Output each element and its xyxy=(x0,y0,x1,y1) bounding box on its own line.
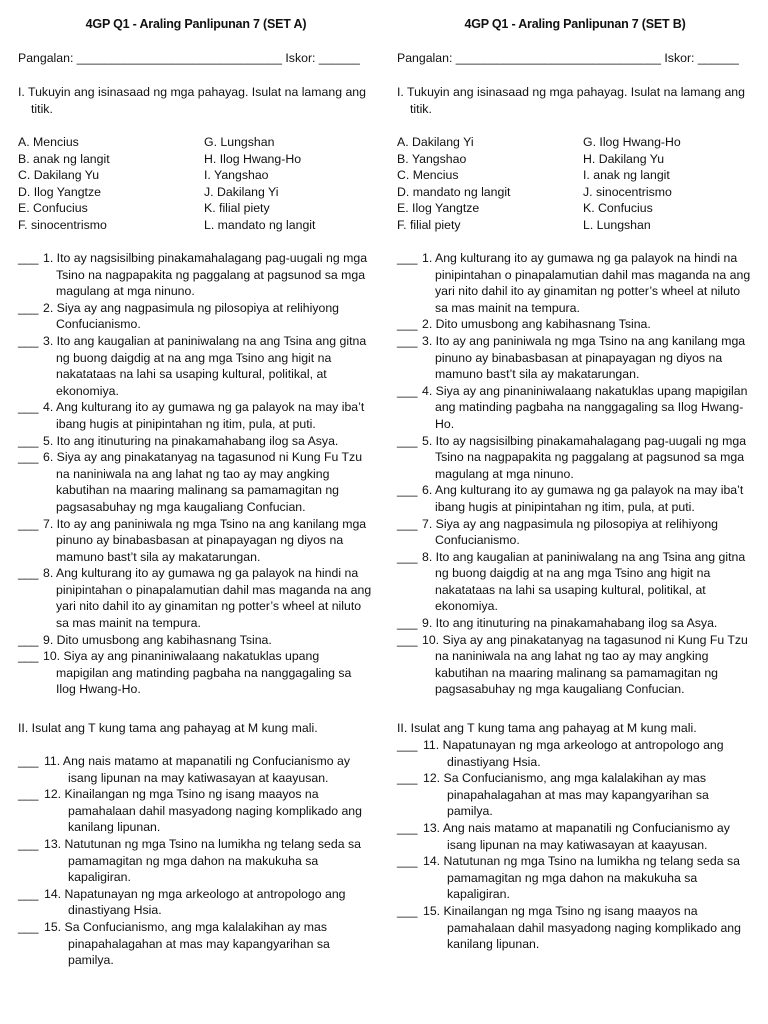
question-item xyxy=(397,903,753,953)
question-item xyxy=(18,433,374,450)
question-item xyxy=(18,449,374,515)
set-a-choice-d: D. Ilog Yangtze xyxy=(18,184,101,199)
question-item xyxy=(397,316,753,333)
question-text: 10. Siya ay ang pinakatanyag na tagasunod ni Kung Fu Tzu na naniniwala na ang lahat ng tao ay may angking kabutihan na maaring malinang sa pamamagitan ng pagsasabuhay ng mga kaugaliang Confucian. xyxy=(422,632,748,697)
question-text: 4. Siya ay ang pinaniniwalaang nakatuklas upang mapigilan ang matinding pagbaha na nanggagaling sa Ilog Hwang-Ho. xyxy=(422,383,748,431)
set-a-choice-j: J. Dakilang Yi xyxy=(204,184,279,199)
answer-blank[interactable]: ___ xyxy=(18,333,39,348)
question-text: 6. Ang kulturang ito ay gumawa ng ga palayok na may iba’t ibang hugis at pinipintahan ng itim, pula, at puti. xyxy=(422,483,744,514)
question-text: 6. Siya ay ang pinakatanyag na tagasunod ni Kung Fu Tzu na naniniwala na ang lahat ng tao ay may angking kabutihan na maaring malinang sa pamamagitan ng pagsasabuhay ng mga kaugaliang Confucian. xyxy=(43,450,363,514)
set-a-section1-instruction: I. Tukuyin ang isinasaad ng mga pahayag. Isulat na lamang ang titik. xyxy=(18,85,366,116)
question-item xyxy=(18,836,374,886)
set-a-choice-h: H. Ilog Hwang-Ho xyxy=(204,151,302,166)
question-text: 2. Dito umusbong ang kabihasnang Tsina. xyxy=(422,317,651,332)
question-text: 9. Dito umusbong ang kabihasnang Tsina. xyxy=(43,632,272,647)
answer-blank[interactable]: ___ xyxy=(18,632,39,647)
answer-blank[interactable]: ___ xyxy=(18,919,39,934)
question-text: 11. Ang nais matamo at mapanatili ng Confucianismo ay isang lipunan na may katiwasayan at kaayusan. xyxy=(44,754,350,785)
question-item xyxy=(18,753,374,786)
question-item xyxy=(18,786,374,836)
question-item xyxy=(397,433,753,483)
set-a-choice-e: E. Confucius xyxy=(18,201,88,216)
question-text: 15. Sa Confucianismo, ang mga kalalakihan ay mas pinapahalagahan at mas may kapangyarihan sa pamilya. xyxy=(44,919,330,968)
set-b-choice-a: A. Dakilang Yi xyxy=(397,135,474,149)
answer-blank[interactable]: ___ xyxy=(18,754,39,768)
answer-blank[interactable]: ___ xyxy=(18,566,39,581)
answer-blank[interactable]: ___ xyxy=(18,300,39,315)
question-item xyxy=(18,250,374,300)
answer-blank[interactable]: ___ xyxy=(18,787,39,802)
set-b-choice-e: E. Ilog Yangtze xyxy=(397,201,480,216)
question-text: 9. Ito ang itinuturing na pinakamahabang ilog sa Asya. xyxy=(422,616,718,631)
question-item xyxy=(397,482,753,515)
set-a-choice-b: B. anak ng langit xyxy=(18,151,110,166)
answer-blank[interactable]: ___ xyxy=(397,738,418,752)
answer-blank[interactable]: ___ xyxy=(397,483,418,498)
set-a-choice-l: L. mandato ng langit xyxy=(204,218,316,232)
question-item xyxy=(397,333,753,383)
answer-blank[interactable]: ___ xyxy=(397,820,418,835)
question-item xyxy=(397,770,753,820)
answer-blank[interactable]: ___ xyxy=(397,632,418,647)
set-b-identification-questions xyxy=(397,250,753,698)
answer-blank[interactable]: ___ xyxy=(397,433,418,448)
set-b-section1-instruction: I. Tukuyin ang isinasaad ng mga pahayag. Isulat na lamang ang titik. xyxy=(397,85,745,116)
question-text: 11. Napatunayan ng mga arkeologo at antropologo ang dinastiyang Hsia. xyxy=(423,738,724,769)
answer-blank[interactable]: ___ xyxy=(18,649,39,664)
answer-blank[interactable]: ___ xyxy=(397,251,418,265)
question-item xyxy=(18,516,374,566)
set-b-choice-c: C. Mencius xyxy=(397,168,459,183)
answer-blank[interactable]: ___ xyxy=(397,516,418,531)
answer-blank[interactable]: ___ xyxy=(18,886,39,901)
question-item xyxy=(397,383,753,433)
answer-blank[interactable]: ___ xyxy=(18,251,39,265)
set-a-choice-g: G. Lungshan xyxy=(204,135,275,149)
answer-blank[interactable]: ___ xyxy=(397,616,418,631)
question-text: 2. Siya ay ang nagpasimula ng pilosopiya at relihiyong Confucianismo. xyxy=(43,300,339,332)
answer-blank[interactable]: ___ xyxy=(18,836,39,851)
set-a-choice-c: C. Dakilang Yu xyxy=(18,168,100,183)
set-b-section2-instruction: II. Isulat ang T kung tama ang pahayag at M kung mali. xyxy=(397,721,697,735)
answer-blank[interactable]: ___ xyxy=(18,516,39,531)
set-a-title: 4GP Q1 - Araling Panlipunan 7 (SET A) xyxy=(85,17,307,31)
answer-blank[interactable]: ___ xyxy=(397,549,418,564)
question-text: 12. Kinailangan ng mga Tsino ng isang maayos na pamahalaan dahil masyadong naging komplikado ang kanilang lipunan. xyxy=(44,787,362,835)
question-item xyxy=(397,516,753,549)
question-text: 14. Napatunayan ng mga arkeologo at antropologo ang dinastiyang Hsia. xyxy=(44,886,346,918)
question-text: 7. Siya ay ang nagpasimula ng pilosopiya at relihiyong Confucianismo. xyxy=(422,516,718,548)
question-item xyxy=(18,399,374,432)
question-text: 13. Ang nais matamo at mapanatili ng Confucianismo ay isang lipunan na may katiwasayan at kaayusan. xyxy=(423,820,730,852)
answer-blank[interactable]: ___ xyxy=(397,903,418,918)
question-text: 13. Natutunan ng mga Tsino na lumikha ng telang seda sa pamamagitan ng mga dahon na makukuha sa kapaligiran. xyxy=(44,836,361,885)
set-a-name-score-line: Pangalan: ______________________________ Iskor: ______ xyxy=(18,51,360,65)
answer-blank[interactable]: ___ xyxy=(397,333,418,348)
set-b-choice-j: J. sinocentrismo xyxy=(583,184,672,199)
question-item xyxy=(18,919,374,969)
answer-blank[interactable]: ___ xyxy=(397,383,418,398)
set-a-true-false-questions xyxy=(18,753,374,969)
question-text: 4. Ang kulturang ito ay gumawa ng ga palayok na may iba’t ibang hugis at pinipintahan ng itim, pula, at puti. xyxy=(43,400,365,431)
question-text: 3. Ito ang kaugalian at paniniwalang na ang Tsina ang gitna ng buong daigdig at na ang mga Tsino ang higit na nakatataas na lahi sa usaping kultural, politikal, at ekonomiya. xyxy=(43,333,367,398)
question-text: 12. Sa Confucianismo, ang mga kalalakihan ay mas pinapahalagahan at mas may kapangyarihan sa pamilya. xyxy=(423,771,709,819)
set-b-choice-b: B. Yangshao xyxy=(397,151,467,166)
answer-blank[interactable]: ___ xyxy=(18,450,39,465)
question-item xyxy=(397,632,753,698)
set-a-choice-i: I. Yangshao xyxy=(204,168,269,183)
question-item xyxy=(18,565,374,631)
set-a-identification-questions xyxy=(18,250,374,698)
question-text: 5. Ito ay nagsisilbing pinakamahalagang pag-uugali ng mga Tsino na nagpapakita ng paggalang at pagsunod sa mga magulang at mga ninuno. xyxy=(422,433,747,481)
set-b-choice-h: H. Dakilang Yu xyxy=(583,151,665,166)
question-text: 1. Ang kulturang ito ay gumawa ng ga palayok na hindi na pinipintahan o pinapalamutian dahil mas maganda na ang yari nito dahil ito ay ginamitan ng potter’s wheel at niluto sa mas mainit na tempura. xyxy=(422,251,751,315)
answer-blank[interactable]: ___ xyxy=(397,317,418,332)
question-item xyxy=(18,886,374,919)
set-a-choice-k: K. filial piety xyxy=(204,201,270,216)
set-b-choice-g: G. Ilog Hwang-Ho xyxy=(583,135,681,149)
question-text: 5. Ito ang itinuturing na pinakamahabang ilog sa Asya. xyxy=(43,433,339,448)
answer-blank[interactable]: ___ xyxy=(397,771,418,786)
set-a-section2-instruction: II. Isulat ang T kung tama ang pahayag at M kung mali. xyxy=(18,721,318,735)
question-text: 7. Ito ay ang paniniwala ng mga Tsino na ang kanilang mga pinuno ay binabasbasan at pinapayagan ng diyos na mamuno bast’t sila ay makatarungan. xyxy=(43,516,367,564)
question-item xyxy=(18,632,374,649)
set-b-name-score-line: Pangalan: ______________________________ Iskor: ______ xyxy=(397,51,739,65)
question-item xyxy=(18,300,374,333)
question-item xyxy=(18,333,374,399)
answer-blank[interactable]: ___ xyxy=(18,433,39,448)
set-a-choice-f: F. sinocentrismo xyxy=(18,218,107,232)
question-text: 1. Ito ay nagsisilbing pinakamahalagang pag-uugali ng mga Tsino na nagpapakita ng paggalang at pagsunod sa mga magulang at mga ninuno. xyxy=(43,251,368,299)
question-text: 8. Ang kulturang ito ay gumawa ng ga palayok na hindi na pinipintahan o pinapalamutian dahil mas maganda na ang yari nito dahil ito ay ginamitan ng potter’s wheel at niluto sa mas mainit na tempura. xyxy=(43,566,372,631)
question-text: 10. Siya ay ang pinaniniwalaang nakatuklas upang mapigilan ang matinding pagbaha na nanggagaling sa Ilog Hwang-Ho. xyxy=(43,649,352,697)
question-item xyxy=(397,615,753,632)
answer-blank[interactable]: ___ xyxy=(18,400,39,415)
set-b-choice-l: L. Lungshan xyxy=(583,218,651,232)
question-text: 15. Kinailangan ng mga Tsino ng isang maayos na pamahalaan dahil masyadong naging komplikado ang kanilang lipunan. xyxy=(423,903,741,952)
question-item xyxy=(397,549,753,615)
set-b-title: 4GP Q1 - Araling Panlipunan 7 (SET B) xyxy=(464,17,686,31)
question-item xyxy=(397,737,753,770)
question-item xyxy=(397,853,753,903)
question-item xyxy=(397,250,753,316)
question-item xyxy=(18,648,374,698)
set-b-choice-d: D. mandato ng langit xyxy=(397,184,511,199)
question-item xyxy=(397,820,753,853)
question-text: 3. Ito ay ang paniniwala ng mga Tsino na ang kanilang mga pinuno ay binabasbasan at pinapayagan ng diyos na mamuno bast’t sila ay makatarungan. xyxy=(422,333,746,382)
answer-blank[interactable]: ___ xyxy=(397,854,418,869)
set-b-choice-i: I. anak ng langit xyxy=(583,168,670,183)
question-text: 14. Natutunan ng mga Tsino na lumikha ng telang seda sa pamamagitan ng mga dahon na makukuha sa kapaligiran. xyxy=(423,854,740,902)
set-b-true-false-questions xyxy=(397,737,753,953)
set-b-choice-f: F. filial piety xyxy=(397,218,461,232)
set-a-choice-a: A. Mencius xyxy=(18,135,79,149)
set-b-choice-k: K. Confucius xyxy=(583,201,653,216)
question-text: 8. Ito ang kaugalian at paniniwalang na ang Tsina ang gitna ng buong daigdig at na ang mga Tsino ang higit na nakatataas na lahi sa usaping kultural, politikal, at ekonomiya. xyxy=(422,549,746,614)
